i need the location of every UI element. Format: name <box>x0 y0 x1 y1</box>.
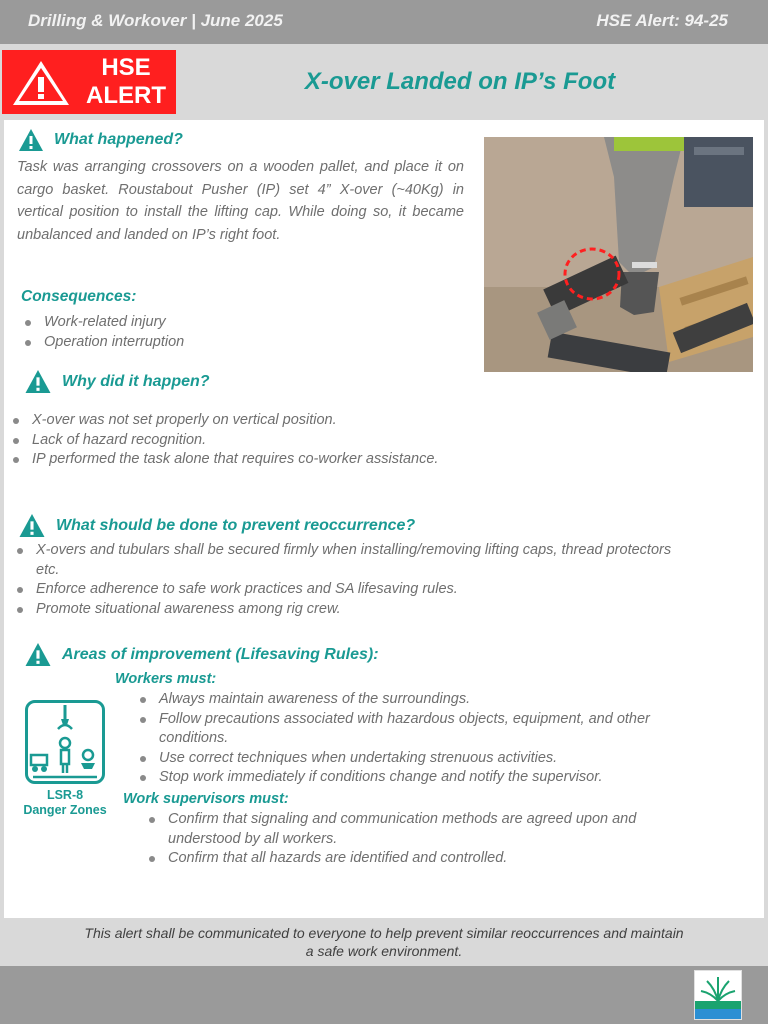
what-happened-text: Task was arranging crossovers on a wooden pallet, and place it on cargo basket. Roustabout Pusher (IP) set 4” X-over (~40Kg) in vertical position to install the lifting cap. While doing so, it became unbalanced and landed on IP’s right foot. <box>17 159 464 243</box>
header-band <box>0 44 768 120</box>
list-item: Promote situational awareness among rig crew. <box>14 600 694 620</box>
department-date: Drilling & Workover | June 2025 <box>28 11 283 30</box>
list-item: Follow precautions associated with hazardous objects, equipment, and other conditions. <box>137 710 677 749</box>
list-item: Confirm that all hazards are identified and controlled. <box>146 849 690 869</box>
improvement-title: Areas of improvement (Lifesaving Rules): <box>62 645 379 663</box>
list-item: Stop work immediately if conditions change and notify the supervisor. <box>137 768 677 788</box>
list-item: Operation interruption <box>22 333 462 353</box>
warning-triangle-icon <box>24 369 52 394</box>
list-item: Always maintain awareness of the surroundings. <box>137 690 677 710</box>
top-bar <box>0 0 768 44</box>
incident-photo <box>484 137 753 372</box>
alert-number: HSE Alert: 94-25 <box>596 11 728 30</box>
consequences-heading: Consequences: <box>21 288 137 305</box>
danger-zones-icon <box>25 700 105 784</box>
list-item: Use correct techniques when undertaking strenuous activities. <box>137 749 677 769</box>
list-item: Work-related injury <box>22 313 462 333</box>
why-heading <box>24 369 210 394</box>
page-title: X-over Landed on IP’s Foot <box>304 68 616 95</box>
list-item: X-overs and tubulars shall be secured firmly when installing/removing lifting caps, thread protectors etc. <box>14 541 694 580</box>
bottom-bar <box>0 966 768 1024</box>
list-item: Lack of hazard recognition. <box>10 431 750 451</box>
content-area <box>4 120 764 918</box>
why-list <box>10 411 750 470</box>
list-item: Confirm that signaling and communication methods are agreed upon and understood by all workers. <box>146 810 690 849</box>
badge-line-2: ALERT <box>86 82 166 109</box>
why-title: Why did it happen? <box>62 372 210 390</box>
prevent-heading <box>18 513 415 538</box>
lsr-label: LSR-8 Danger Zones <box>23 788 107 817</box>
list-item: IP performed the task alone that requires co-worker assistance. <box>10 450 750 470</box>
what-happened-heading <box>18 128 183 152</box>
list-item: X-over was not set properly on vertical position. <box>10 411 750 431</box>
prevent-title: What should be done to prevent reoccurrence? <box>56 516 416 534</box>
workers-list <box>137 690 677 788</box>
warning-triangle-icon <box>24 642 52 667</box>
workers-heading: Workers must: <box>115 671 217 687</box>
supervisors-list <box>146 810 690 869</box>
hse-alert-badge <box>2 50 176 114</box>
company-logo-icon <box>694 970 742 1020</box>
improvement-heading <box>24 642 379 667</box>
prevent-list <box>14 541 694 619</box>
what-happened-title: What happened? <box>54 131 183 148</box>
supervisors-heading: Work supervisors must: <box>123 791 289 807</box>
warning-triangle-icon <box>10 58 72 108</box>
badge-line-1: HSE <box>101 54 151 81</box>
warning-triangle-icon <box>18 513 46 538</box>
list-item: Enforce adherence to safe work practices and SA lifesaving rules. <box>14 580 694 600</box>
footer-band <box>0 918 768 966</box>
warning-triangle-icon <box>18 128 44 152</box>
consequences-list <box>22 313 462 352</box>
footer-text: This alert shall be communicated to everyone to help prevent similar reoccurrences and maintain a safe work environment. <box>84 925 684 959</box>
